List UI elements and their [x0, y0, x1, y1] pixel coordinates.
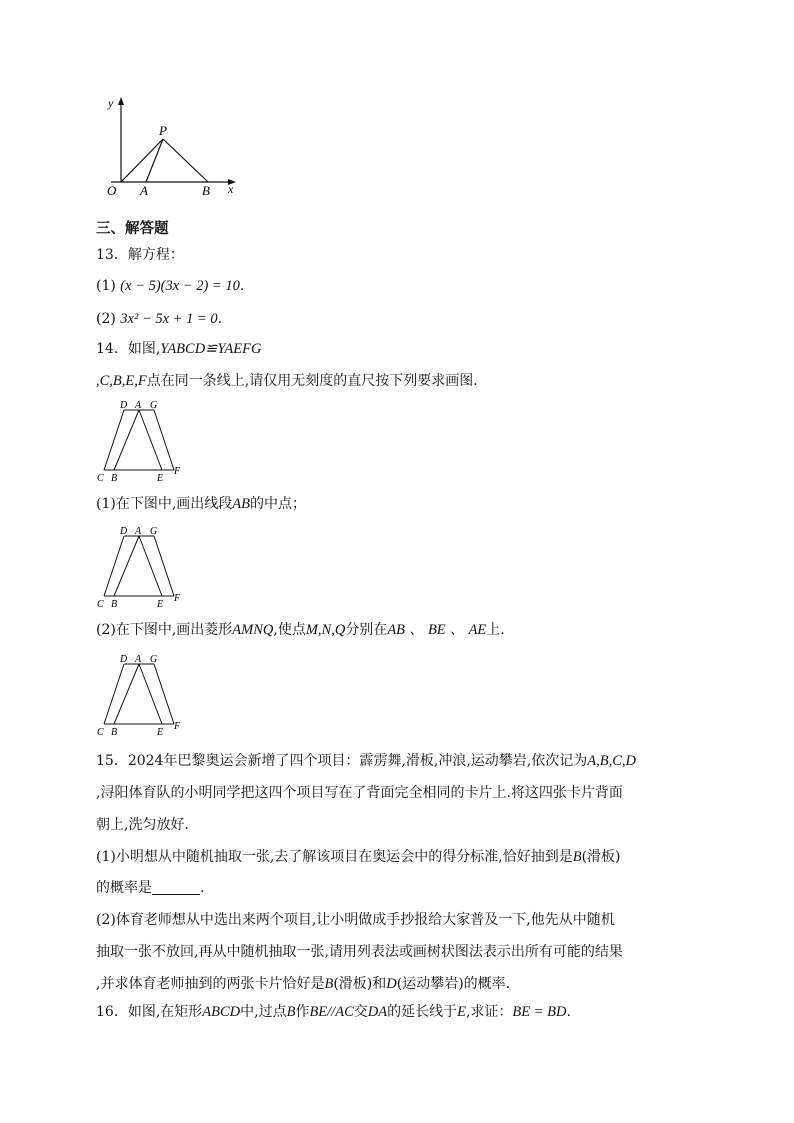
svg-text:A: A	[135, 654, 142, 665]
svg-text:B: B	[111, 727, 118, 738]
q13-stem: 13．解方程：	[96, 247, 184, 263]
section-title: 三、解答题	[96, 220, 169, 237]
label-o: O	[107, 183, 117, 198]
svg-text:F: F	[174, 466, 181, 477]
coordinate-figure	[96, 92, 246, 202]
label-a: A	[140, 183, 148, 198]
answer-blank[interactable]	[152, 880, 200, 895]
q14-stem-line2: ,C,B,E,F点在同一条线上,请仅用无刻度的直尺按下列要求画图.	[96, 373, 478, 389]
svg-text:B: B	[111, 599, 118, 610]
svg-text:A: A	[135, 526, 142, 537]
svg-text:E: E	[157, 599, 164, 610]
q13-part2: (2) 3x² − 5x + 1 = 0.	[96, 311, 223, 327]
svg-text:C: C	[97, 473, 104, 484]
svg-text:G: G	[150, 400, 158, 411]
q14-figure-2	[94, 522, 190, 610]
label-p: P	[159, 123, 167, 138]
q15-stem-line2: ,浔阳体育队的小明同学把这四个项目写在了背面完全相同的卡片上.将这四张卡片背面	[96, 785, 623, 801]
svg-text:D: D	[120, 654, 128, 665]
q15-part2-line3: ,并求体育老师抽到的两张卡片恰好是B(滑板)和D(运动攀岩)的概率.	[96, 976, 511, 992]
q16-stem: 16．如图,在矩形ABCD中,过点B作BE//AC交DA的延长线于E,求证：BE = BD.	[96, 1004, 571, 1020]
q14-part1: (1)在下图中,画出线段AB的中点；	[96, 496, 306, 512]
q15-stem-line3: 朝上,洗匀放好.	[96, 817, 189, 833]
svg-text:B: B	[111, 473, 118, 484]
q15-part2-line2: 抽取一张不放回,再从中随机抽取一张,请用列表法或画树状图法表示出所有可能的结果	[96, 944, 623, 960]
svg-text:D: D	[120, 400, 128, 411]
q15-stem-line1: 15．2024年巴黎奥运会新增了四个项目：霹雳舞,滑板,冲浪,运动攀岩,依次记为A,B,C,D	[96, 753, 636, 769]
svg-text:D: D	[120, 526, 128, 537]
q13-part1-equation: (x − 5)(3x − 2) = 10	[120, 278, 240, 294]
y-axis-label: y	[108, 96, 114, 110]
svg-text:G: G	[150, 654, 158, 665]
x-axis-label: x	[228, 182, 234, 196]
svg-text:E: E	[157, 727, 164, 738]
q14-stem: 14．如图,YABCD≌YAEFG	[96, 341, 262, 357]
svg-text:G: G	[150, 526, 158, 537]
svg-text:E: E	[157, 473, 164, 484]
q15-part1-line2: 的概率是 .	[96, 880, 205, 896]
svg-text:C: C	[97, 727, 104, 738]
label-b: B	[202, 183, 210, 198]
q15-part1-line1: (1)小明想从中随机抽取一张,去了解该项目在奥运会中的得分标准,恰好抽到是B(滑板)	[96, 849, 621, 865]
svg-text:C: C	[97, 599, 104, 610]
q14-figure-3	[94, 650, 190, 738]
q15-part2-line1: (2)体育老师想从中选出来两个项目,让小明做成手抄报给大家普及一下,他先从中随机	[96, 912, 615, 928]
svg-text:F: F	[174, 721, 181, 732]
q13-part1: (1) (x − 5)(3x − 2) = 10.	[96, 278, 245, 294]
q13-part2-equation: 3x² − 5x + 1 = 0	[120, 311, 218, 327]
svg-text:A: A	[135, 400, 142, 411]
q14-part2: (2)在下图中,画出菱形AMNQ,使点M,N,Q分别在AB 、 BE 、 AE上.	[96, 622, 505, 638]
svg-text:F: F	[174, 593, 181, 604]
q14-figure-1	[94, 398, 190, 484]
